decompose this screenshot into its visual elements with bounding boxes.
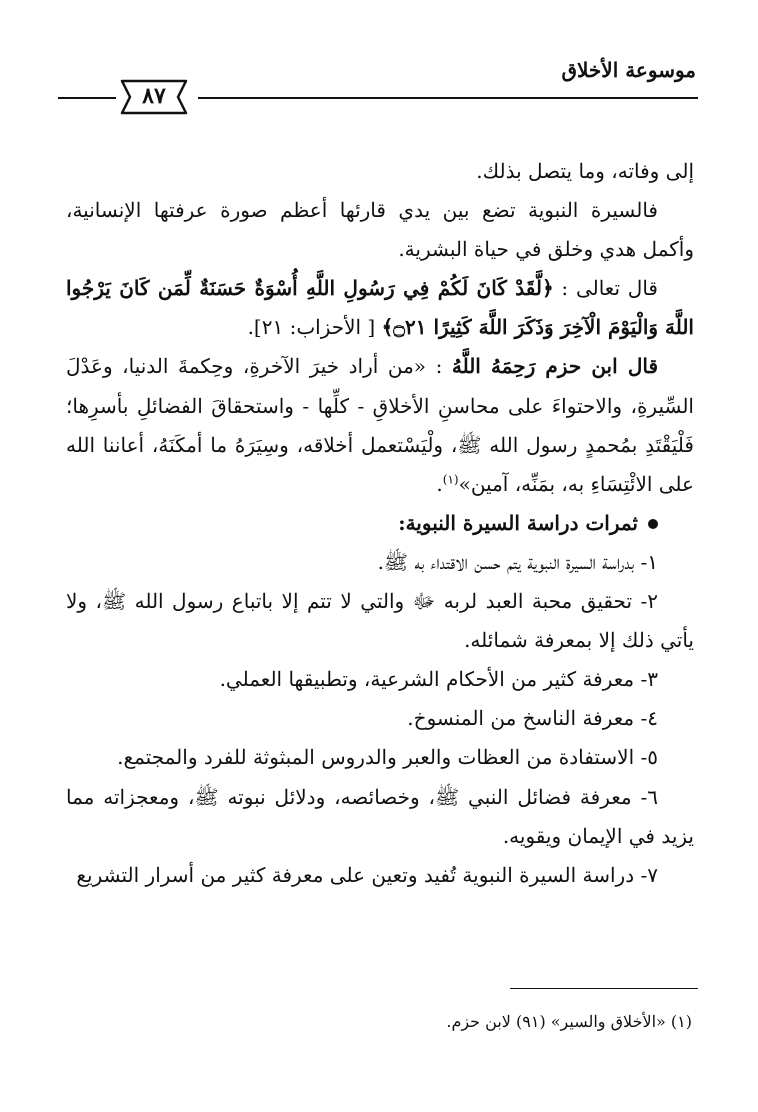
bullet-icon <box>648 519 658 529</box>
quran-paragraph <box>66 269 694 347</box>
list-item: ٦- معرفة فضائل النبي ﷺ، وخصائصه، ودلائل نبوته ﷺ، ومعجزاته مما يزيد في الإيمان ويقويه. <box>66 784 694 848</box>
paragraph: فالسيرة النبوية تضع بين يدي قارئها أعظم صورة عرفتها الإنسانية، وأكمل هدي وخلق في حياة البشرية. <box>66 198 694 262</box>
footnote-separator <box>510 988 698 989</box>
list-item: ٣- معرفة كثير من الأحكام الشرعية، وتطبيقها العملي. <box>219 667 658 692</box>
footnote: (١) «الأخلاق والسير» (٩١) لابن حزم. <box>446 1012 692 1031</box>
section-heading <box>66 504 694 543</box>
paragraph: إلى وفاته، وما يتصل بذلك. <box>476 159 694 183</box>
running-header-title: موسوعة الأخلاق <box>561 58 696 82</box>
page-number-badge <box>112 77 196 117</box>
list-item: ٢- تحقيق محبة العبد لربه ﷻ والتي لا تتم إلا باتباع رسول الله ﷺ، ولا يأتي ذلك إلا بمعرفة شمائله. <box>66 589 694 653</box>
main-text <box>66 152 694 895</box>
list-item: ٧- دراسة السيرة النبوية تُفيد وتعين على معرفة كثير من أسرار التشريع <box>76 862 658 887</box>
footnote-marker: (١) <box>442 472 459 487</box>
quote-intro: قال تعالى : <box>553 276 658 301</box>
page-number: ٨٧ <box>142 83 166 109</box>
verse-reference: [ الأحزاب: ٢١]. <box>247 315 382 340</box>
quote-text: : «من أراد خيرَ الآخرةِ، وحِكمةَ الدنيا، وعَدْلَ السِّيرةِ، والاحتواءَ على محاسنِ الأخلاقِ - كلِّها - واستحقاقَ الفضائلِ بأسرِها؛ فَلْيَقْتَدِ بمُحمدٍ رسول الله ﷺ، ولْيَسْتعمل أخلاقه، وسِيَرَهُ ما أمكَنَهُ، أعاننا الله على الائْتِسَاءِ به، بمَنِّه، آمين» <box>66 354 694 496</box>
quran-verse: ﴿لَّقَدْ كَانَ لَكُمْ فِي رَسُولِ اللَّهِ أُسْوَةٌ حَسَنَةٌ لِّمَن كَانَ يَرْجُوا اللَّهَ وَالْيَوْمَ الْآخِرَ وَذَكَرَ اللَّهَ كَثِيرًا ۝٢١﴾ <box>66 276 694 340</box>
quote-paragraph <box>66 347 694 503</box>
header-rule-right <box>198 97 698 99</box>
header-rule-left <box>58 97 116 99</box>
quote-speaker: قال ابن حزم رَحِمَهُ اللَّهُ <box>451 354 659 379</box>
section-heading-text: ثمرات دراسة السيرة النبوية: <box>398 510 638 535</box>
list-item: ١- بدراسة السيرة النبوية يتم حسن الاقتداء به ﷺ. <box>377 549 658 574</box>
quote-end: . <box>436 471 443 496</box>
list-item: ٥- الاستفادة من العظات والعبر والدروس المبثوثة للفرد والمجتمع. <box>117 745 658 770</box>
list-item: ٤- معرفة الناسخ من المنسوخ. <box>407 706 658 731</box>
